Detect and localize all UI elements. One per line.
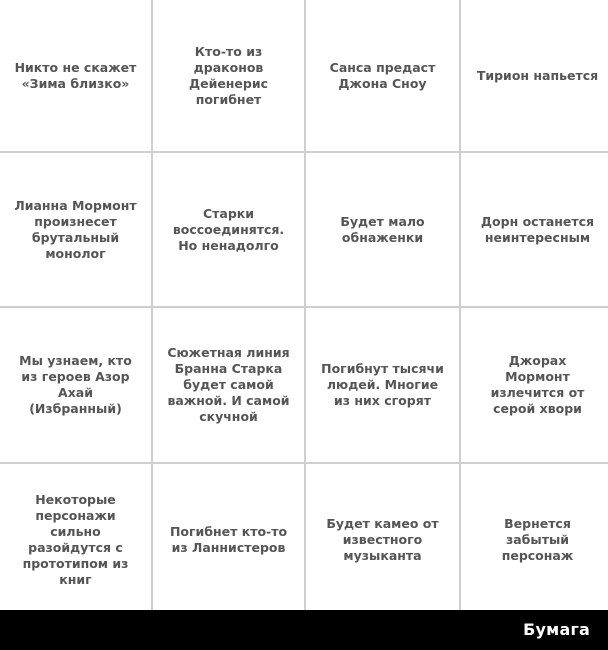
cell-text: Джорах Мормонт излечится от серой хвори: [490, 353, 585, 416]
cell-text: Дорн останется неинтересным: [480, 213, 595, 245]
bingo-cell: [306, 153, 459, 306]
bingo-cell: [306, 308, 459, 462]
cell-text: Лианна Мормонт произнесет брутальный монолог: [14, 197, 137, 261]
cell-text: Сюжетная линия Бранна Старка будет самой важной. И самой скучной: [167, 345, 290, 424]
bingo-cell: [153, 464, 304, 616]
cell-text: Будет мало обнаженки: [340, 213, 425, 245]
cell-text: Погибнут тысячи людей. Многие из них сгорят: [321, 361, 444, 408]
cell-text: Тирион напьется: [476, 67, 599, 83]
bingo-cell: [461, 0, 608, 151]
cell-text: Кто-то из драконов Дейенерис погибнет: [188, 43, 269, 107]
bingo-cell: [306, 464, 459, 616]
bingo-cell: [0, 308, 151, 462]
bingo-cell: [153, 153, 304, 306]
footer-bar: [0, 610, 608, 650]
cell-text: Никто не скажет «Зима близко»: [14, 59, 137, 91]
cell-text: Мы узнаем, кто из героев Азор Ахай (Избранный): [19, 353, 132, 416]
bingo-cell: [461, 464, 608, 616]
bingo-cell: [461, 308, 608, 462]
bingo-cell: [153, 308, 304, 462]
bingo-cell: [153, 0, 304, 151]
bingo-cell: [0, 0, 151, 151]
bingo-cell: [0, 153, 151, 306]
cell-text: Старки воссоединятся. Но ненадолго: [172, 205, 285, 253]
cell-text: Некоторые персонажи сильно разойдутся с прототипом из книг: [22, 492, 129, 587]
bingo-cell: [306, 0, 459, 151]
bingo-cell: [0, 464, 151, 616]
cell-text: Вернется забытый персонаж: [501, 516, 574, 563]
cell-text: Санса предаст Джона Сноу: [329, 59, 436, 91]
bingo-cell: [461, 153, 608, 306]
cell-text: Погибнет кто-то из Ланнистеров: [169, 524, 288, 555]
brand-logo: Бумага: [523, 620, 590, 639]
cell-text: Будет камео от известного музыканта: [326, 516, 439, 563]
